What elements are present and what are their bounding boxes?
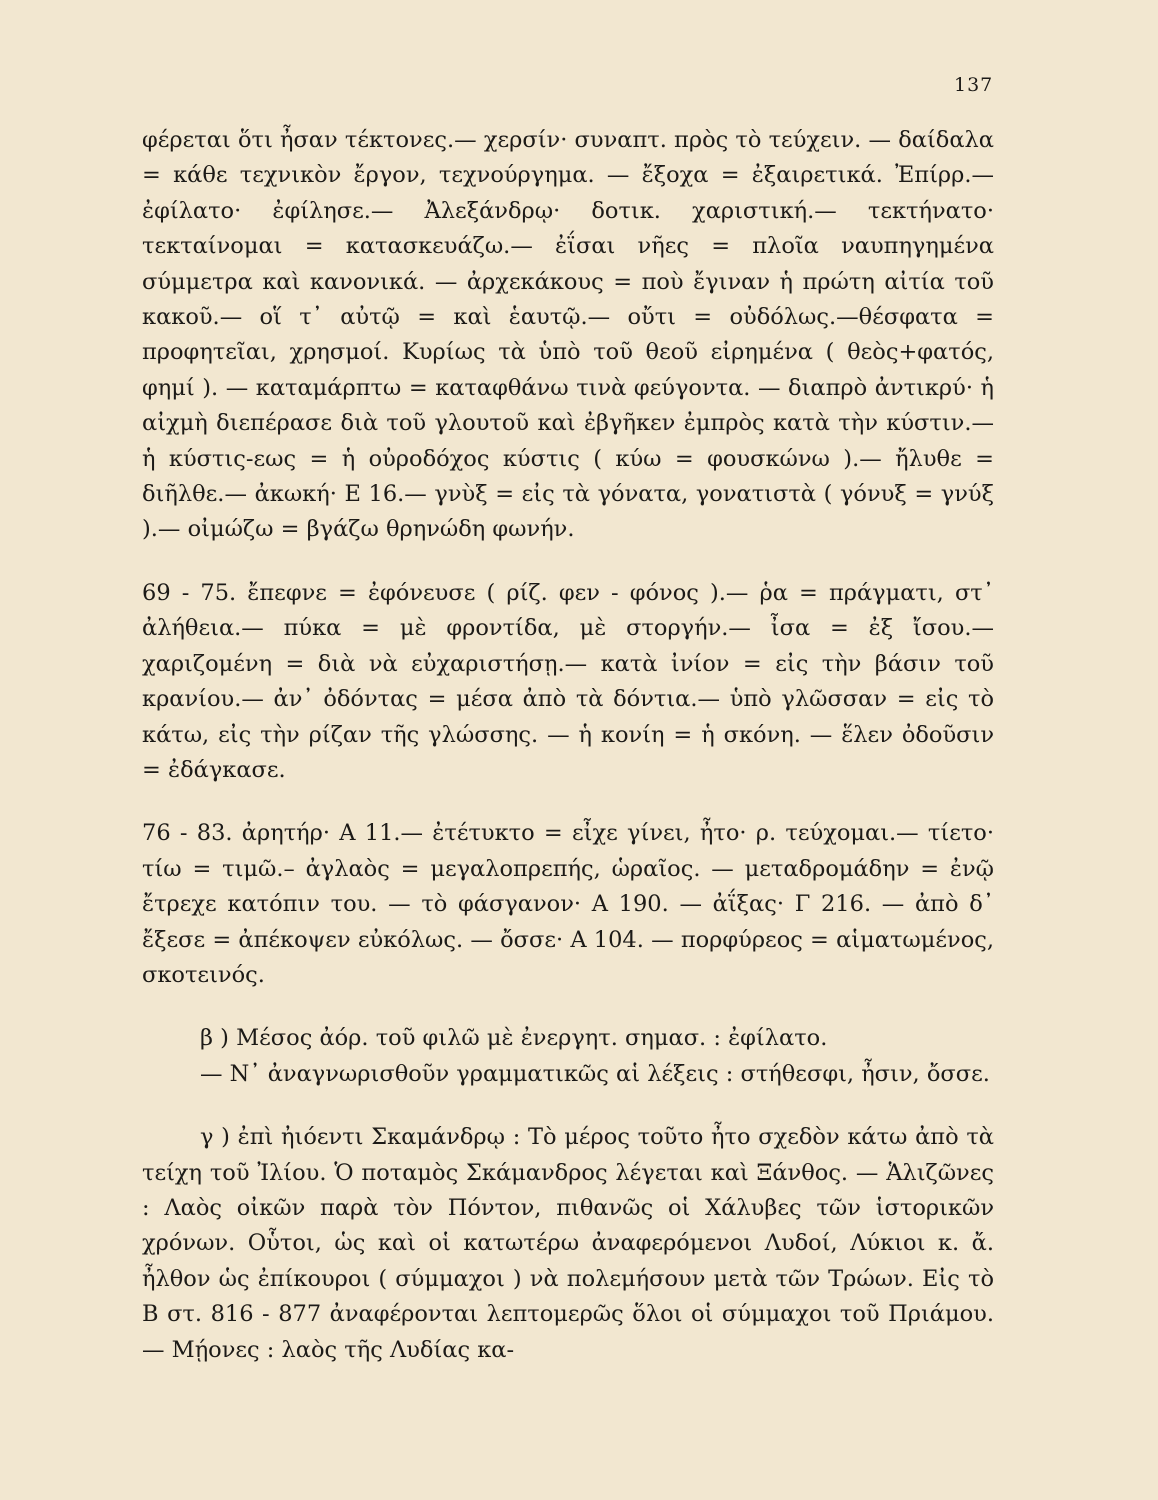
commentary-paragraph-5: — Ν᾽ ἀναγνωρισθοῦν γραμματικῶς αἱ λέξεις : στήθεσφι, ἦσιν, ὄσσε. bbox=[200, 1060, 990, 1087]
commentary-paragraph-2: 69 - 75. ἔπεφνε = ἐφόνευσε ( ρίζ. φεν - φόνος ).— ῥα = πράγματι, στ᾽ ἀλήθεια.— πύκα = μὲ φροντίδα, μὲ στοργήν.— ἶσα = ἐξ ἴσου.— χαριζομένη = διὰ νὰ εὐχαριστήσῃ.— κατὰ ἰνίον = εἰς τὴν βάσιν τοῦ κρανίου.— ἀν᾽ ὀδόντας = μέσα ἀπὸ τὰ δόντια.— ὑπὸ γλῶσσαν = εἰς τὸ κάτω, εἰς τὴν ρίζαν τῆς γλώσσης. — ἡ κονίη = ἡ σκόνη. — ἕλεν ὀδοῦσιν = ἐδάγκασε. bbox=[142, 579, 994, 783]
paragraph-gap bbox=[142, 548, 994, 576]
paragraph-gap bbox=[142, 788, 994, 816]
paragraph-gap bbox=[142, 1092, 994, 1120]
commentary-paragraph-1: φέρεται ὅτι ἦσαν τέκτονες.— χερσίν· συναπτ. πρὸς τὸ τεύχειν. — δαίδαλα = κάθε τεχνικὸν ἔργον, τεχνούργημα. — ἔξοχα = ἐξαιρετικά. Ἐπίρρ.— ἐφίλατο· ἐφίλησε.— Ἀλεξάνδρῳ· δοτικ. χαριστική.— τεκτήνατο· τεκταίνομαι = κατασκευάζω.— ἐΐσαι νῆες = πλοῖα ναυπηγημένα σύμμετρα καὶ κανονικά. — ἀρχεκάκους = ποὺ ἔγιναν ἡ πρώτη αἰτία τοῦ κακοῦ.— οἵ τ᾽ αὐτῷ = καὶ ἑαυτῷ.— οὔτι = οὐδόλως.—θέσφατα = προφητεῖαι, χρησμοί. Κυρίως τὰ ὑπὸ τοῦ θεοῦ εἰρημένα ( θεὸς+φατός, φημί ). — καταμάρπτω = καταφθάνω τινὰ φεύγοντα. — διαπρὸ ἀντικρύ· ἡ αἰχμὴ διεπέρασε διὰ τοῦ γλουτοῦ καὶ ἐβγῆκεν ἐμπρὸς κατὰ τὴν κύστιν.— ἡ κύστις-εως = ἡ οὐροδόχος κύστις ( κύω = φουσκώνω ).— ἤλυθε = διῆλθε.— ἀκωκή· Ε 16.— γνὺξ = εἰς τὰ γόνατα, γονατιστὰ ( γόνυξ = γνύξ ).— οἰμώζω = βγάζω θρηνώδη φωνήν. bbox=[142, 127, 994, 543]
commentary-paragraph-6: γ ) ἐπὶ ἠιόεντι Σκαμάνδρῳ : Τὸ μέρος τοῦτο ἦτο σχεδὸν κάτω ἀπὸ τὰ τείχη τοῦ Ἰλίου. Ὁ ποταμὸς Σκάμανδρος λέγεται καὶ Ξάνθος. — Ἁλιζῶνες : Λαὸς οἰκῶν παρὰ τὸν Πόντον, πιθανῶς οἱ Χάλυβες τῶν ἱστορικῶν χρόνων. Οὗτοι, ὡς καὶ οἱ κατωτέρω ἀναφερόμενοι Λυδοί, Λύκιοι κ. ἄ. ἦλθον ὡς ἐπίκουροι ( σύμμαχοι ) νὰ πολεμήσουν μετὰ τῶν Τρώων. Εἰς τὸ Β στ. 816 - 877 ἀναφέρονται λεπτομερῶς ὅλοι οἱ σύμμαχοι τοῦ Πριάμου. — Μῄονες : λαὸς τῆς Λυδίας κα- bbox=[142, 1124, 994, 1363]
commentary-text bbox=[142, 123, 994, 1368]
commentary-paragraph-4: β ) Μέσος ἀόρ. τοῦ φιλῶ μὲ ἐνεργητ. σημασ. : ἐφίλατο. bbox=[200, 1025, 828, 1052]
commentary-paragraph-3: 76 - 83. ἀρητήρ· Α 11.— ἐτέτυκτο = εἶχε γίνει, ἦτο· ρ. τεύχομαι.— τίετο· τίω = τιμῶ.– ἀγλαὸς = μεγαλοπρεπής, ὡραῖος. — μεταδρομάδην = ἐνῷ ἔτρεχε κατόπιν του. — τὸ φάσγανον· Α 190. — ἀΐξας· Γ 216. — ἀπὸ δ᾽ ἔξεσε = ἀπέκοψεν εὐκόλως. — ὄσσε· Α 104. — πορφύρεος = αἱματωμένος, σκοτεινός. bbox=[142, 820, 994, 988]
paragraph-gap bbox=[142, 993, 994, 1021]
page-number: 137 bbox=[954, 74, 994, 96]
